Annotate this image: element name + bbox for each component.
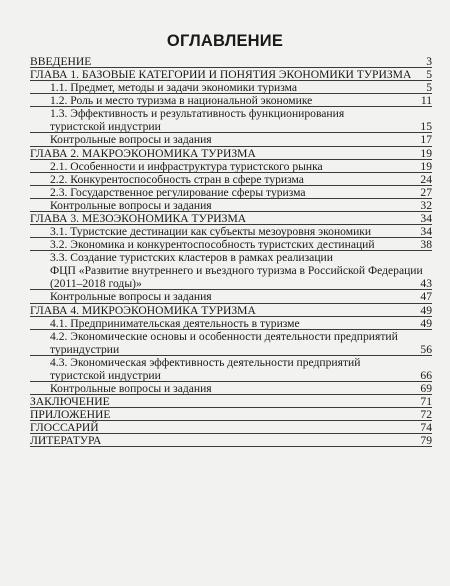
toc-page-number: 17 xyxy=(420,133,432,147)
toc-page-number: 19 xyxy=(420,159,432,173)
toc-row xyxy=(50,290,432,303)
toc-chapter-entry[interactable] xyxy=(30,304,432,317)
toc-page-number: 56 xyxy=(420,342,432,356)
toc-row xyxy=(30,343,432,356)
toc-subsection-entry[interactable] xyxy=(30,107,432,133)
toc-subsection-entry[interactable] xyxy=(30,317,432,330)
toc-entry-text: туристской индустрии xyxy=(50,368,161,382)
toc-row xyxy=(30,120,432,133)
toc-row xyxy=(30,304,432,317)
toc-entry-text: 2.1. Особенности и инфраструктура туристского рынка xyxy=(50,159,323,173)
toc-subsection-entry[interactable] xyxy=(30,160,432,173)
toc-row xyxy=(30,434,432,447)
toc-section-entry[interactable] xyxy=(30,421,432,434)
toc-page-number: 69 xyxy=(420,381,432,395)
toc-entry-text: ГЛАВА 2. МАКРОЭКОНОМИКА ТУРИЗМА xyxy=(30,146,256,160)
toc-row xyxy=(30,395,432,408)
toc-entry-text: Контрольные вопросы и задания xyxy=(50,290,212,304)
toc-page-number: 19 xyxy=(420,146,432,160)
toc-entry-text: Контрольные вопросы и задания xyxy=(50,381,212,395)
toc-page-number: 71 xyxy=(420,394,432,408)
page-title: ОГЛАВЛЕНИЕ xyxy=(166,32,284,50)
toc-page-number: 47 xyxy=(420,290,432,304)
toc-entry-text: 1.3. Эффективность и результативность функционирования xyxy=(50,107,345,121)
toc-page-number: 32 xyxy=(420,198,432,212)
toc-row xyxy=(50,238,432,251)
toc-entry-text: Контрольные вопросы и задания xyxy=(50,133,212,147)
toc-entry-text: 3.3. Создание туристских кластеров в рамках реализации xyxy=(50,251,333,265)
toc-row xyxy=(30,68,432,81)
toc-page-number: 27 xyxy=(420,185,432,199)
toc-page-number: 34 xyxy=(420,225,432,239)
toc-entry-text: туристской индустрии xyxy=(50,120,161,134)
toc-entry-text: 2.2. Конкурентоспособность стран в сфере туризма xyxy=(50,172,304,186)
toc-section-entry[interactable] xyxy=(30,55,432,68)
toc-page-number: 79 xyxy=(420,434,432,448)
toc-page-number: 5 xyxy=(426,68,432,82)
toc-row xyxy=(50,160,432,173)
toc-row xyxy=(30,55,432,68)
toc-section-entry[interactable] xyxy=(30,408,432,421)
toc-page-number: 24 xyxy=(420,172,432,186)
toc-subsection-entry[interactable] xyxy=(30,330,432,356)
toc-entry-text: ЛИТЕРАТУРА xyxy=(30,434,102,448)
toc-entry-text: 3.1. Туристские дестинации как субъекты мезоуровня экономики xyxy=(50,225,372,239)
toc-row xyxy=(50,94,432,107)
toc-page-number: 11 xyxy=(420,94,432,108)
toc-row xyxy=(50,199,432,212)
toc-subsection-entry[interactable] xyxy=(30,94,432,107)
toc-subsection-entry[interactable] xyxy=(30,382,432,395)
toc-page-number: 49 xyxy=(420,316,432,330)
toc-subsection-entry[interactable] xyxy=(30,173,432,186)
toc-page-number: 49 xyxy=(420,303,432,317)
toc-subsection-entry[interactable] xyxy=(30,186,432,199)
toc-row xyxy=(30,421,432,434)
toc-page-number: 34 xyxy=(420,212,432,226)
toc-chapter-entry[interactable] xyxy=(30,212,432,225)
toc-page-number: 15 xyxy=(420,120,432,134)
toc-entry-text: туриндустрии xyxy=(50,342,120,356)
toc-row xyxy=(50,173,432,186)
toc-section-entry[interactable] xyxy=(30,434,432,447)
toc-page-number: 74 xyxy=(420,421,432,435)
toc-entry-text: ГЛАВА 4. МИКРОЭКОНОМИКА ТУРИЗМА xyxy=(30,303,256,317)
toc-entry-text: 3.2. Экономика и конкурентоспособность туристских дестинаций xyxy=(50,238,375,252)
toc-row xyxy=(30,212,432,225)
toc-page-number: 5 xyxy=(426,81,432,95)
toc-entry-text: 2.3. Государственное регулирование сферы туризма xyxy=(50,185,306,199)
toc-row xyxy=(50,81,432,94)
toc-page-number: 66 xyxy=(420,368,432,382)
toc-subsection-entry[interactable] xyxy=(30,199,432,212)
toc-subsection-entry[interactable] xyxy=(30,356,432,382)
toc-subsection-entry[interactable] xyxy=(30,133,432,146)
toc-row xyxy=(50,225,432,238)
toc-page-number: 38 xyxy=(420,238,432,252)
toc-entry-text: ЗАКЛЮЧЕНИЕ xyxy=(30,394,110,408)
toc-subsection-entry[interactable] xyxy=(30,225,432,238)
toc-entry-text: 4.1. Предпринимательская деятельность в туризме xyxy=(50,316,300,330)
toc-page-number: 72 xyxy=(420,408,432,422)
toc-entry-text: 4.2. Экономические основы и особенности деятельности предприятий xyxy=(50,329,398,343)
toc-row xyxy=(30,264,432,277)
toc-chapter-entry[interactable] xyxy=(30,147,432,160)
toc-subsection-entry[interactable] xyxy=(30,81,432,94)
toc-row xyxy=(50,317,432,330)
toc-row xyxy=(30,251,432,264)
toc-entry-text: 1.1. Предмет, методы и задачи экономики туризма xyxy=(50,81,298,95)
toc-entry-text: ГЛАВА 1. БАЗОВЫЕ КАТЕГОРИИ И ПОНЯТИЯ ЭКОНОМИКИ ТУРИЗМА xyxy=(30,68,412,82)
toc-entry-text: 4.3. Экономическая эффективность деятельности предприятий xyxy=(50,355,361,369)
toc-entry-text: ГЛОССАРИЙ xyxy=(30,421,99,435)
toc-subsection-entry[interactable] xyxy=(30,238,432,251)
toc-row xyxy=(30,369,432,382)
toc-row xyxy=(50,133,432,146)
toc-subsection-entry[interactable] xyxy=(30,251,432,290)
toc-entry-text: 1.2. Роль и место туризма в национальной экономике xyxy=(50,94,313,108)
toc-row xyxy=(30,330,432,343)
toc-entry-text: (2011–2018 годы)» xyxy=(50,277,142,291)
toc-entry-text: ПРИЛОЖЕНИЕ xyxy=(30,408,111,422)
toc-entry-text: ВВЕДЕНИЕ xyxy=(30,55,92,68)
toc-row xyxy=(30,356,432,369)
toc-row xyxy=(30,408,432,421)
table-of-contents xyxy=(30,55,432,447)
toc-row xyxy=(30,147,432,160)
toc-entry-text: ГЛАВА 3. МЕЗОЭКОНОМИКА ТУРИЗМА xyxy=(30,212,247,226)
toc-row xyxy=(50,186,432,199)
toc-subsection-entry[interactable] xyxy=(30,290,432,303)
toc-entry-text: Контрольные вопросы и задания xyxy=(50,198,212,212)
toc-section-entry[interactable] xyxy=(30,395,432,408)
toc-row xyxy=(30,107,432,120)
toc-row xyxy=(30,277,432,290)
toc-chapter-entry[interactable] xyxy=(30,68,432,81)
toc-page-number: 3 xyxy=(426,55,432,68)
toc-entry-text: ФЦП «Развитие внутреннего и въездного туризма в Российской Федерации xyxy=(50,264,423,278)
toc-row xyxy=(50,382,432,395)
toc-page-number: 43 xyxy=(420,277,432,291)
